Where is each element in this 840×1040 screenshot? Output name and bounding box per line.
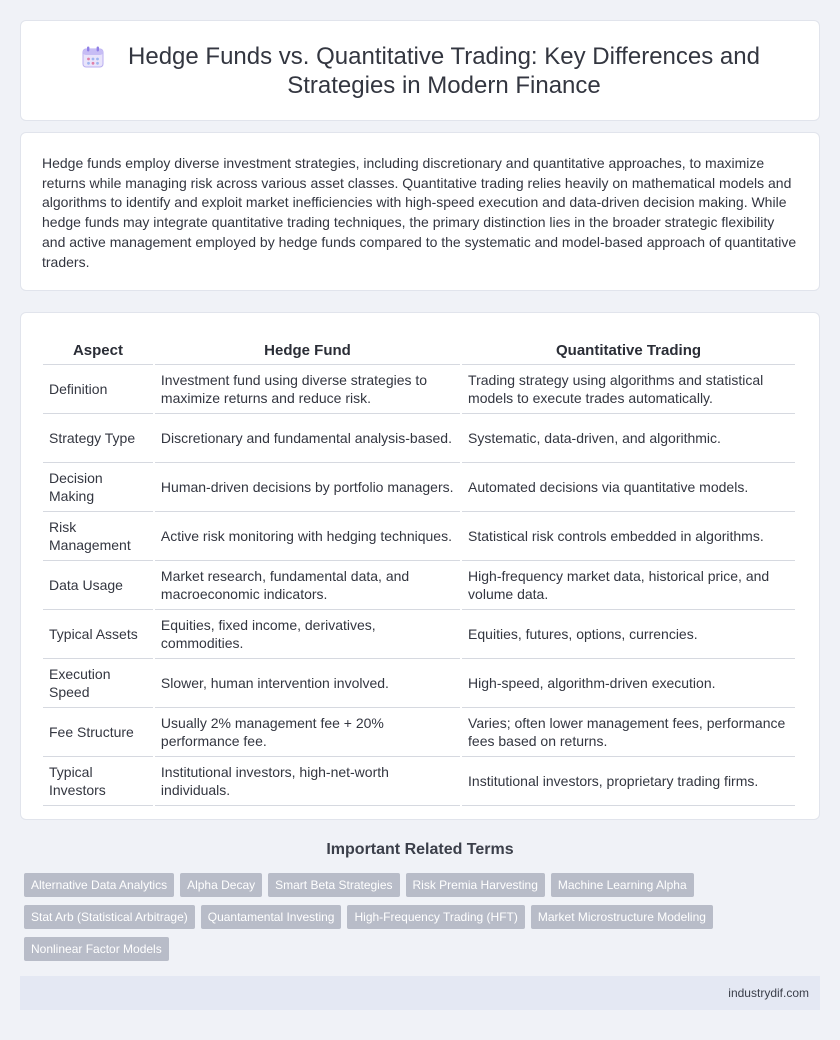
page-title — [128, 42, 760, 100]
comparison-table — [41, 333, 797, 806]
cell-aspect: Execution Speed — [43, 659, 153, 708]
cell-quantitative-trading: Trading strategy using algorithms and statistical models to execute trades automatically. — [462, 365, 795, 414]
table-row — [43, 757, 795, 806]
table-row — [43, 512, 795, 561]
cell-quantitative-trading: Equities, futures, options, currencies. — [462, 610, 795, 659]
title-card — [20, 20, 820, 121]
title-wrap — [80, 42, 760, 100]
tag-smart-beta-strategies[interactable]: Smart Beta Strategies — [268, 873, 399, 897]
intro-paragraph: Hedge funds employ diverse investment strategies, including discretionary and quantitative approaches, to maximize returns while managing risk across various asset classes. Quantitative trading relies heavily on mathematical models and algorithms to identify and exploit market inefficiencies with high-speed execution and data-driven decision making. While hedge funds may integrate quantitative trading techniques, the primary distinction lies in the broader strategic flexibility and active management employed by hedge funds compared to the systematic and model-based approach of quantitative traders. — [42, 155, 797, 270]
tag-nonlinear-factor-models[interactable]: Nonlinear Factor Models — [24, 937, 169, 961]
header-quantitative-trading: Quantitative Trading — [462, 333, 795, 365]
tag-quantamental-investing[interactable]: Quantamental Investing — [201, 905, 342, 929]
cell-hedge-fund: Investment fund using diverse strategies to maximize returns and reduce risk. — [155, 365, 460, 414]
tag-market-microstructure-modeling[interactable]: Market Microstructure Modeling — [531, 905, 713, 929]
tag-high-frequency-trading[interactable]: High-Frequency Trading (HFT) — [347, 905, 524, 929]
related-terms-tags — [24, 873, 824, 969]
tag-alpha-decay[interactable]: Alpha Decay — [180, 873, 262, 897]
table-row — [43, 365, 795, 414]
cell-hedge-fund: Discretionary and fundamental analysis-based. — [155, 414, 460, 463]
page-title-line-1: Hedge Funds vs. Quantitative Trading: Key Differences and — [128, 42, 760, 70]
cell-hedge-fund: Slower, human intervention involved. — [155, 659, 460, 708]
tag-machine-learning-alpha[interactable]: Machine Learning Alpha — [551, 873, 694, 897]
cell-hedge-fund: Equities, fixed income, derivatives, commodities. — [155, 610, 460, 659]
cell-aspect: Strategy Type — [43, 414, 153, 463]
cell-hedge-fund: Institutional investors, high-net-worth individuals. — [155, 757, 460, 806]
cell-hedge-fund: Human-driven decisions by portfolio managers. — [155, 463, 460, 512]
cell-quantitative-trading: High-frequency market data, historical price, and volume data. — [462, 561, 795, 610]
cell-aspect: Decision Making — [43, 463, 153, 512]
tag-risk-premia-harvesting[interactable]: Risk Premia Harvesting — [406, 873, 545, 897]
cell-hedge-fund: Market research, fundamental data, and macroeconomic indicators. — [155, 561, 460, 610]
cell-aspect: Fee Structure — [43, 708, 153, 757]
table-row — [43, 610, 795, 659]
table-row — [43, 561, 795, 610]
cell-quantitative-trading: Institutional investors, proprietary trading firms. — [462, 757, 795, 806]
footer-site-link[interactable]: industrydif.com — [728, 986, 809, 1000]
tag-alternative-data-analytics[interactable]: Alternative Data Analytics — [24, 873, 174, 897]
cell-aspect: Typical Investors — [43, 757, 153, 806]
calendar-icon — [80, 44, 106, 70]
related-terms-heading: Important Related Terms — [326, 841, 514, 858]
tag-stat-arb[interactable]: Stat Arb (Statistical Arbitrage) — [24, 905, 195, 929]
header-aspect: Aspect — [43, 333, 153, 365]
cell-quantitative-trading: Statistical risk controls embedded in algorithms. — [462, 512, 795, 561]
table-header-row — [43, 333, 795, 365]
cell-quantitative-trading: Systematic, data-driven, and algorithmic. — [462, 414, 795, 463]
cell-hedge-fund: Usually 2% management fee + 20% performance fee. — [155, 708, 460, 757]
table-row — [43, 659, 795, 708]
table-row — [43, 708, 795, 757]
cell-hedge-fund: Active risk monitoring with hedging techniques. — [155, 512, 460, 561]
table-row — [43, 414, 795, 463]
cell-quantitative-trading: Varies; often lower management fees, performance fees based on returns. — [462, 708, 795, 757]
comparison-table-card — [20, 312, 820, 820]
cell-quantitative-trading: Automated decisions via quantitative models. — [462, 463, 795, 512]
intro-card — [20, 132, 820, 291]
cell-aspect: Risk Management — [43, 512, 153, 561]
cell-aspect: Typical Assets — [43, 610, 153, 659]
footer-bar — [20, 976, 820, 1010]
table-row — [43, 463, 795, 512]
header-hedge-fund: Hedge Fund — [155, 333, 460, 365]
cell-quantitative-trading: High-speed, algorithm-driven execution. — [462, 659, 795, 708]
cell-aspect: Definition — [43, 365, 153, 414]
page-title-line-2: Strategies in Modern Finance — [287, 71, 601, 99]
cell-aspect: Data Usage — [43, 561, 153, 610]
